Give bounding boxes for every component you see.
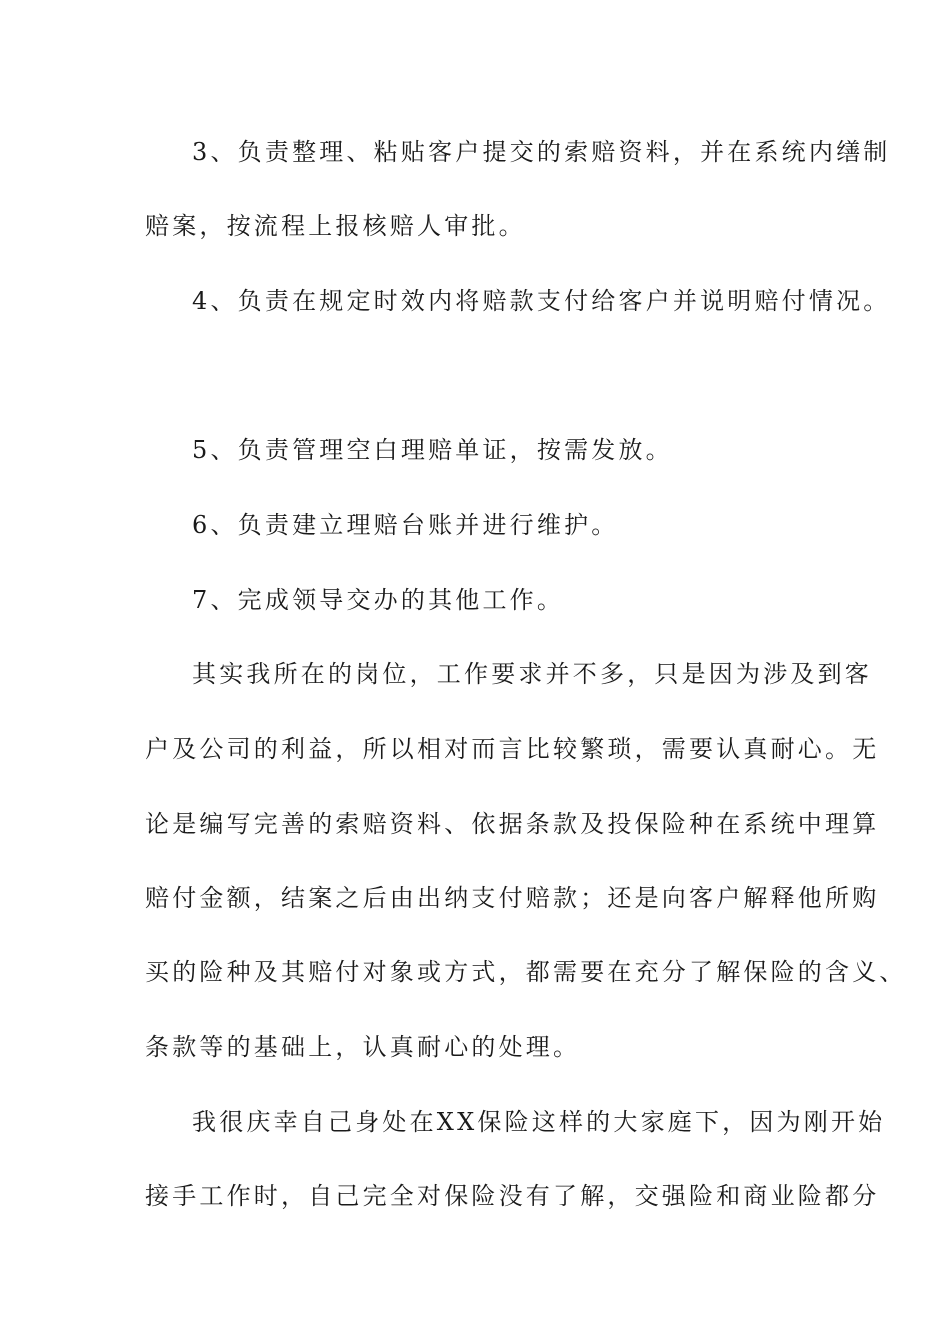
text-line: 5、负责管理空白理赔单证，按需发放。 [192, 436, 673, 464]
text-line: 我很庆幸自己身处在XX保险这样的大家庭下，因为刚开始 [192, 1108, 886, 1136]
text-line: 赔案，按流程上报核赔人审批。 [145, 212, 526, 240]
text-line: 其实我所在的岗位，工作要求并不多，只是因为涉及到客 [192, 660, 872, 688]
text-line: 6、负责建立理赔台账并进行维护。 [192, 511, 619, 539]
text-line: 3、负责整理、粘贴客户提交的索赔资料，并在系统内缮制 [192, 138, 891, 166]
text-line: 条款等的基础上，认真耐心的处理。 [145, 1033, 581, 1061]
text-line: 赔付金额，结案之后由出纳支付赔款；还是向客户解释他所购 [145, 884, 880, 912]
text-line: 户及公司的利益，所以相对而言比较繁琐，需要认真耐心。无 [145, 735, 880, 763]
text-line: 7、完成领导交办的其他工作。 [192, 586, 565, 614]
text-line: 论是编写完善的索赔资料、依据条款及投保险种在系统中理算 [145, 810, 880, 838]
text-line: 接手工作时，自己完全对保险没有了解，交强险和商业险都分 [145, 1182, 880, 1210]
text-line: 买的险种及其赔付对象或方式，都需要在充分了解保险的含义、 [145, 958, 907, 986]
text-line: 4、负责在规定时效内将赔款支付给客户并说明赔付情况。 [192, 287, 891, 315]
